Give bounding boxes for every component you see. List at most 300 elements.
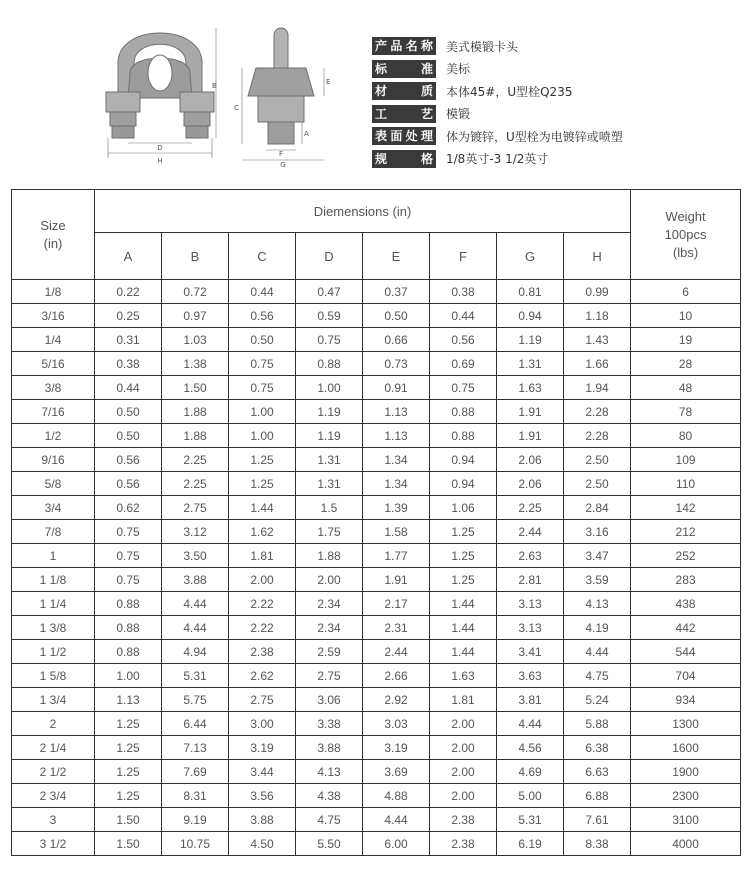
dimension-cell: 0.88	[430, 424, 497, 448]
dimension-cell: 2.25	[497, 496, 564, 520]
dim-label-g: G	[280, 161, 286, 168]
dimension-cell: 0.50	[229, 328, 296, 352]
dimension-cell: 7.13	[162, 736, 229, 760]
dimension-cell: 6.38	[564, 736, 631, 760]
dimension-cell: 0.88	[430, 400, 497, 424]
dimension-cell: 2.34	[296, 616, 363, 640]
table-row	[12, 664, 741, 688]
dimension-cell: 1.25	[430, 520, 497, 544]
size-cell: 5/8	[12, 472, 95, 496]
dimension-cell: 4.94	[162, 640, 229, 664]
dim-label-a: A	[304, 130, 309, 138]
column-header-g: G	[497, 233, 564, 280]
dimension-cell: 3.38	[296, 712, 363, 736]
dimension-cell: 4.56	[497, 736, 564, 760]
dimension-cell: 0.56	[430, 328, 497, 352]
dimension-cell: 6.19	[497, 832, 564, 856]
table-row	[12, 712, 741, 736]
spec-value: 美标	[446, 62, 471, 77]
dimension-cell: 2.81	[497, 568, 564, 592]
dimension-cell: 1.13	[363, 424, 430, 448]
spec-row-surface	[372, 125, 623, 148]
dimension-cell: 2.38	[430, 808, 497, 832]
size-cell: 2 3/4	[12, 784, 95, 808]
dimension-cell: 6.00	[363, 832, 430, 856]
dimension-cell: 1.25	[430, 544, 497, 568]
dimension-cell: 2.06	[497, 472, 564, 496]
dimension-cell: 2.22	[229, 592, 296, 616]
dimension-cell: 0.88	[95, 640, 162, 664]
table-row	[12, 400, 741, 424]
table-row	[12, 472, 741, 496]
dimension-cell: 1.63	[430, 664, 497, 688]
table-row	[12, 352, 741, 376]
size-cell: 1 1/4	[12, 592, 95, 616]
dimension-cell: 0.75	[229, 352, 296, 376]
size-cell: 1/8	[12, 280, 95, 304]
table-row	[12, 448, 741, 472]
table-row	[12, 832, 741, 856]
table-row	[12, 760, 741, 784]
weight-cell: 704	[631, 664, 741, 688]
weight-cell: 438	[631, 592, 741, 616]
spec-row-process	[372, 103, 623, 126]
dimension-cell: 4.13	[564, 592, 631, 616]
dimension-cell: 2.17	[363, 592, 430, 616]
dimension-cell: 4.75	[296, 808, 363, 832]
dimension-cell: 0.75	[296, 328, 363, 352]
dimension-cell: 3.88	[162, 568, 229, 592]
dimension-cell: 1.25	[95, 760, 162, 784]
dimension-cell: 1.91	[497, 424, 564, 448]
dimension-cell: 1.88	[296, 544, 363, 568]
dimension-cell: 4.50	[229, 832, 296, 856]
dimension-cell: 3.81	[497, 688, 564, 712]
weight-cell: 10	[631, 304, 741, 328]
spec-list	[372, 35, 623, 170]
dimension-cell: 1.50	[162, 376, 229, 400]
dimension-cell: 3.44	[229, 760, 296, 784]
dimension-cell: 0.56	[95, 472, 162, 496]
dimension-cell: 2.00	[430, 784, 497, 808]
weight-cell: 212	[631, 520, 741, 544]
dimension-cell: 1.03	[162, 328, 229, 352]
dimension-cell: 4.38	[296, 784, 363, 808]
dimension-cell: 1.66	[564, 352, 631, 376]
weight-cell: 48	[631, 376, 741, 400]
spec-label: 标准	[372, 60, 436, 78]
dimension-cell: 0.94	[497, 304, 564, 328]
size-cell: 3/4	[12, 496, 95, 520]
dimension-cell: 6.88	[564, 784, 631, 808]
weight-header	[631, 190, 741, 280]
table-row	[12, 520, 741, 544]
spec-row-size-range	[372, 148, 623, 171]
spec-label: 表面处理	[372, 127, 436, 145]
weight-cell: 4000	[631, 832, 741, 856]
weight-cell: 252	[631, 544, 741, 568]
dimension-cell: 2.50	[564, 448, 631, 472]
size-cell: 3/8	[12, 376, 95, 400]
dimension-cell: 1.25	[430, 568, 497, 592]
dimension-cell: 2.50	[564, 472, 631, 496]
weight-cell: 109	[631, 448, 741, 472]
dimension-cell: 2.31	[363, 616, 430, 640]
dimension-cell: 2.66	[363, 664, 430, 688]
table-body	[12, 280, 741, 856]
dimension-cell: 0.75	[430, 376, 497, 400]
dimension-cell: 1.81	[229, 544, 296, 568]
dimension-cell: 1.38	[162, 352, 229, 376]
weight-cell: 2300	[631, 784, 741, 808]
column-header-b: B	[162, 233, 229, 280]
table-row	[12, 544, 741, 568]
table-row	[12, 376, 741, 400]
dimension-cell: 0.38	[430, 280, 497, 304]
dimension-cell: 1.31	[296, 472, 363, 496]
size-cell: 9/16	[12, 448, 95, 472]
dimension-cell: 0.69	[430, 352, 497, 376]
dimension-cell: 2.00	[430, 760, 497, 784]
dimension-cell: 4.88	[363, 784, 430, 808]
weight-cell: 1900	[631, 760, 741, 784]
spec-value: 美式模锻卡头	[446, 39, 519, 54]
dimension-cell: 0.25	[95, 304, 162, 328]
dimension-cell: 1.25	[229, 448, 296, 472]
weight-cell: 1600	[631, 736, 741, 760]
dim-label-e: E	[326, 78, 331, 86]
dimension-cell: 5.31	[497, 808, 564, 832]
dimension-cell: 0.62	[95, 496, 162, 520]
weight-header-qty: 100pcs	[664, 226, 707, 242]
dimension-cell: 0.81	[497, 280, 564, 304]
dimension-cell: 2.00	[296, 568, 363, 592]
size-cell: 1 5/8	[12, 664, 95, 688]
dimension-cell: 1.50	[95, 832, 162, 856]
dimension-cell: 4.44	[162, 616, 229, 640]
dimension-cell: 1.44	[430, 640, 497, 664]
table-row	[12, 736, 741, 760]
dimension-cell: 2.34	[296, 592, 363, 616]
table-row	[12, 784, 741, 808]
dimension-cell: 1.19	[497, 328, 564, 352]
dimension-cell: 0.37	[363, 280, 430, 304]
spec-value: 模锻	[446, 107, 471, 122]
product-header	[0, 0, 750, 175]
dimension-cell: 2.59	[296, 640, 363, 664]
weight-cell: 544	[631, 640, 741, 664]
dimension-cell: 1.31	[296, 448, 363, 472]
dim-label-d: D	[157, 144, 163, 152]
dimension-cell: 1.44	[430, 616, 497, 640]
dimension-cell: 1.25	[95, 784, 162, 808]
size-cell: 1	[12, 544, 95, 568]
dimension-cell: 0.44	[229, 280, 296, 304]
dimensions-table	[11, 189, 741, 856]
dimension-cell: 3.13	[497, 616, 564, 640]
dimension-cell: 4.19	[564, 616, 631, 640]
dimension-cell: 5.88	[564, 712, 631, 736]
table-row	[12, 592, 741, 616]
dimension-cell: 1.34	[363, 472, 430, 496]
dimension-cell: 0.50	[95, 400, 162, 424]
dimension-cell: 1.44	[430, 592, 497, 616]
dimension-cell: 10.75	[162, 832, 229, 856]
dimension-cell: 2.44	[497, 520, 564, 544]
weight-cell: 28	[631, 352, 741, 376]
dimension-cell: 1.31	[497, 352, 564, 376]
dimension-cell: 0.88	[296, 352, 363, 376]
dimension-cell: 1.63	[497, 376, 564, 400]
column-header-c: C	[229, 233, 296, 280]
weight-header-label: Weight	[665, 208, 706, 224]
dimension-cell: 0.47	[296, 280, 363, 304]
dimension-cell: 0.99	[564, 280, 631, 304]
dimension-cell: 0.91	[363, 376, 430, 400]
dimension-cell: 0.94	[430, 448, 497, 472]
size-cell: 1 1/8	[12, 568, 95, 592]
column-header-a: A	[95, 233, 162, 280]
dimension-cell: 0.75	[229, 376, 296, 400]
dimension-cell: 1.88	[162, 400, 229, 424]
size-cell: 1 3/8	[12, 616, 95, 640]
dimension-cell: 0.44	[95, 376, 162, 400]
dimension-cell: 1.44	[229, 496, 296, 520]
spec-label: 材质	[372, 82, 436, 100]
weight-cell: 110	[631, 472, 741, 496]
size-cell: 5/16	[12, 352, 95, 376]
dimension-cell: 2.25	[162, 448, 229, 472]
size-cell: 2 1/4	[12, 736, 95, 760]
spec-label: 产品名称	[372, 37, 436, 55]
dimension-cell: 0.97	[162, 304, 229, 328]
dimension-cell: 1.00	[229, 424, 296, 448]
size-cell: 3 1/2	[12, 832, 95, 856]
weight-cell: 19	[631, 328, 741, 352]
spec-label: 规格	[372, 150, 436, 168]
column-header-d: D	[296, 233, 363, 280]
size-cell: 2 1/2	[12, 760, 95, 784]
size-cell: 1/4	[12, 328, 95, 352]
table-row	[12, 568, 741, 592]
dimension-cell: 2.25	[162, 472, 229, 496]
weight-cell: 3100	[631, 808, 741, 832]
size-header	[12, 190, 95, 280]
dimension-cell: 0.66	[363, 328, 430, 352]
dimension-cell: 2.38	[229, 640, 296, 664]
dimension-cell: 2.38	[430, 832, 497, 856]
dim-label-f: F	[278, 150, 284, 158]
dimension-cell: 4.44	[564, 640, 631, 664]
size-header-label: Size	[40, 217, 66, 233]
dimension-cell: 2.06	[497, 448, 564, 472]
dimension-cell: 1.94	[564, 376, 631, 400]
dimension-cell: 1.13	[363, 400, 430, 424]
dimension-cell: 2.00	[430, 712, 497, 736]
dimension-cell: 3.88	[296, 736, 363, 760]
dimension-cell: 1.75	[296, 520, 363, 544]
dimension-cell: 2.00	[229, 568, 296, 592]
dimension-cell: 1.06	[430, 496, 497, 520]
size-cell: 7/16	[12, 400, 95, 424]
dimension-cell: 0.75	[95, 544, 162, 568]
dimension-cell: 1.19	[296, 424, 363, 448]
dimension-cell: 4.75	[564, 664, 631, 688]
dimension-cell: 3.03	[363, 712, 430, 736]
dimension-cell: 3.69	[363, 760, 430, 784]
dimension-cell: 1.58	[363, 520, 430, 544]
dimension-cell: 0.75	[95, 520, 162, 544]
table-row	[12, 496, 741, 520]
size-cell: 2	[12, 712, 95, 736]
spec-value: 体为镀锌，U型栓为电镀锌或喷塑	[446, 129, 623, 144]
dimension-cell: 0.44	[430, 304, 497, 328]
dimension-cell: 8.38	[564, 832, 631, 856]
dimension-cell: 1.19	[296, 400, 363, 424]
dimension-cell: 1.00	[95, 664, 162, 688]
dimension-cell: 1.91	[363, 568, 430, 592]
dimension-cell: 3.63	[497, 664, 564, 688]
weight-cell: 78	[631, 400, 741, 424]
dimension-cell: 0.59	[296, 304, 363, 328]
dimension-cell: 2.44	[363, 640, 430, 664]
front-view-drawing	[100, 18, 220, 168]
dimension-cell: 6.44	[162, 712, 229, 736]
dimension-cell: 3.13	[497, 592, 564, 616]
spec-row-standard	[372, 58, 623, 81]
dimension-cell: 8.31	[162, 784, 229, 808]
size-header-unit: (in)	[43, 235, 63, 251]
dimension-cell: 9.19	[162, 808, 229, 832]
spec-label: 工艺	[372, 105, 436, 123]
dimension-cell: 3.88	[229, 808, 296, 832]
dimension-cell: 1.91	[497, 400, 564, 424]
dimension-cell: 7.69	[162, 760, 229, 784]
column-header-f: F	[430, 233, 497, 280]
dimension-cell: 0.50	[363, 304, 430, 328]
dimension-cell: 0.73	[363, 352, 430, 376]
dimension-cell: 2.22	[229, 616, 296, 640]
table-row	[12, 640, 741, 664]
dimension-cell: 0.56	[229, 304, 296, 328]
dimension-cell: 3.00	[229, 712, 296, 736]
column-header-h: H	[564, 233, 631, 280]
dimension-cell: 3.19	[229, 736, 296, 760]
table-row	[12, 808, 741, 832]
dimension-cell: 0.38	[95, 352, 162, 376]
size-cell: 3	[12, 808, 95, 832]
dimension-cell: 4.44	[363, 808, 430, 832]
dimension-cell: 1.13	[95, 688, 162, 712]
dimension-cell: 2.84	[564, 496, 631, 520]
weight-cell: 442	[631, 616, 741, 640]
dimension-cell: 0.31	[95, 328, 162, 352]
weight-cell: 6	[631, 280, 741, 304]
dimension-cell: 0.72	[162, 280, 229, 304]
dim-label-c: C	[234, 104, 239, 112]
size-cell: 1/2	[12, 424, 95, 448]
dimension-cell: 7.61	[564, 808, 631, 832]
dimension-cell: 1.25	[95, 712, 162, 736]
dimension-cell: 0.75	[95, 568, 162, 592]
weight-cell: 283	[631, 568, 741, 592]
weight-cell: 80	[631, 424, 741, 448]
dimension-cell: 5.24	[564, 688, 631, 712]
spec-row-product-name	[372, 35, 623, 58]
size-cell: 3/16	[12, 304, 95, 328]
dimension-cell: 0.22	[95, 280, 162, 304]
size-cell: 1 1/2	[12, 640, 95, 664]
weight-cell: 1300	[631, 712, 741, 736]
column-header-e: E	[363, 233, 430, 280]
dim-label-h: H	[157, 157, 163, 165]
size-cell: 7/8	[12, 520, 95, 544]
dimension-cell: 4.69	[497, 760, 564, 784]
table-row	[12, 304, 741, 328]
dimension-cell: 1.50	[95, 808, 162, 832]
dimension-cell: 2.63	[497, 544, 564, 568]
dimension-cell: 1.34	[363, 448, 430, 472]
dimension-cell: 3.59	[564, 568, 631, 592]
side-view-drawing	[228, 18, 338, 168]
dimension-cell: 1.00	[229, 400, 296, 424]
dimension-cell: 6.63	[564, 760, 631, 784]
dimension-cell: 2.92	[363, 688, 430, 712]
table-row	[12, 280, 741, 304]
dimension-cell: 3.16	[564, 520, 631, 544]
dimension-cell: 1.5	[296, 496, 363, 520]
dimension-cell: 1.62	[229, 520, 296, 544]
dimension-cell: 3.50	[162, 544, 229, 568]
dimension-cell: 1.39	[363, 496, 430, 520]
dimension-cell: 1.77	[363, 544, 430, 568]
dimension-cell: 3.19	[363, 736, 430, 760]
dimension-cell: 4.13	[296, 760, 363, 784]
dimension-cell: 5.31	[162, 664, 229, 688]
dimension-cell: 2.62	[229, 664, 296, 688]
spec-row-material	[372, 80, 623, 103]
dimension-cell: 1.25	[95, 736, 162, 760]
weight-header-unit: (lbs)	[672, 244, 699, 260]
dimension-cell: 3.47	[564, 544, 631, 568]
dimension-cell: 2.28	[564, 400, 631, 424]
dimension-cell: 1.81	[430, 688, 497, 712]
dimension-cell: 1.18	[564, 304, 631, 328]
dimension-cell: 2.75	[162, 496, 229, 520]
dimension-cell: 1.25	[229, 472, 296, 496]
table-row	[12, 688, 741, 712]
dimension-cell: 2.75	[296, 664, 363, 688]
spec-value: 本体45#，U型栓Q235	[446, 84, 573, 99]
dimension-cell: 3.06	[296, 688, 363, 712]
dimension-cell: 3.41	[497, 640, 564, 664]
dimension-cell: 2.75	[229, 688, 296, 712]
spec-value: 1/8英寸-3 1/2英寸	[446, 152, 549, 167]
dimension-cell: 5.00	[497, 784, 564, 808]
dimension-cell: 4.44	[497, 712, 564, 736]
table-row	[12, 328, 741, 352]
weight-cell: 142	[631, 496, 741, 520]
table-row	[12, 616, 741, 640]
dimension-cell: 0.94	[430, 472, 497, 496]
dimension-cell: 1.88	[162, 424, 229, 448]
size-cell: 1 3/4	[12, 688, 95, 712]
dimension-cell: 2.28	[564, 424, 631, 448]
dimension-cell: 3.12	[162, 520, 229, 544]
dimension-cell: 1.43	[564, 328, 631, 352]
dimension-cell: 5.75	[162, 688, 229, 712]
dimension-cell: 0.50	[95, 424, 162, 448]
